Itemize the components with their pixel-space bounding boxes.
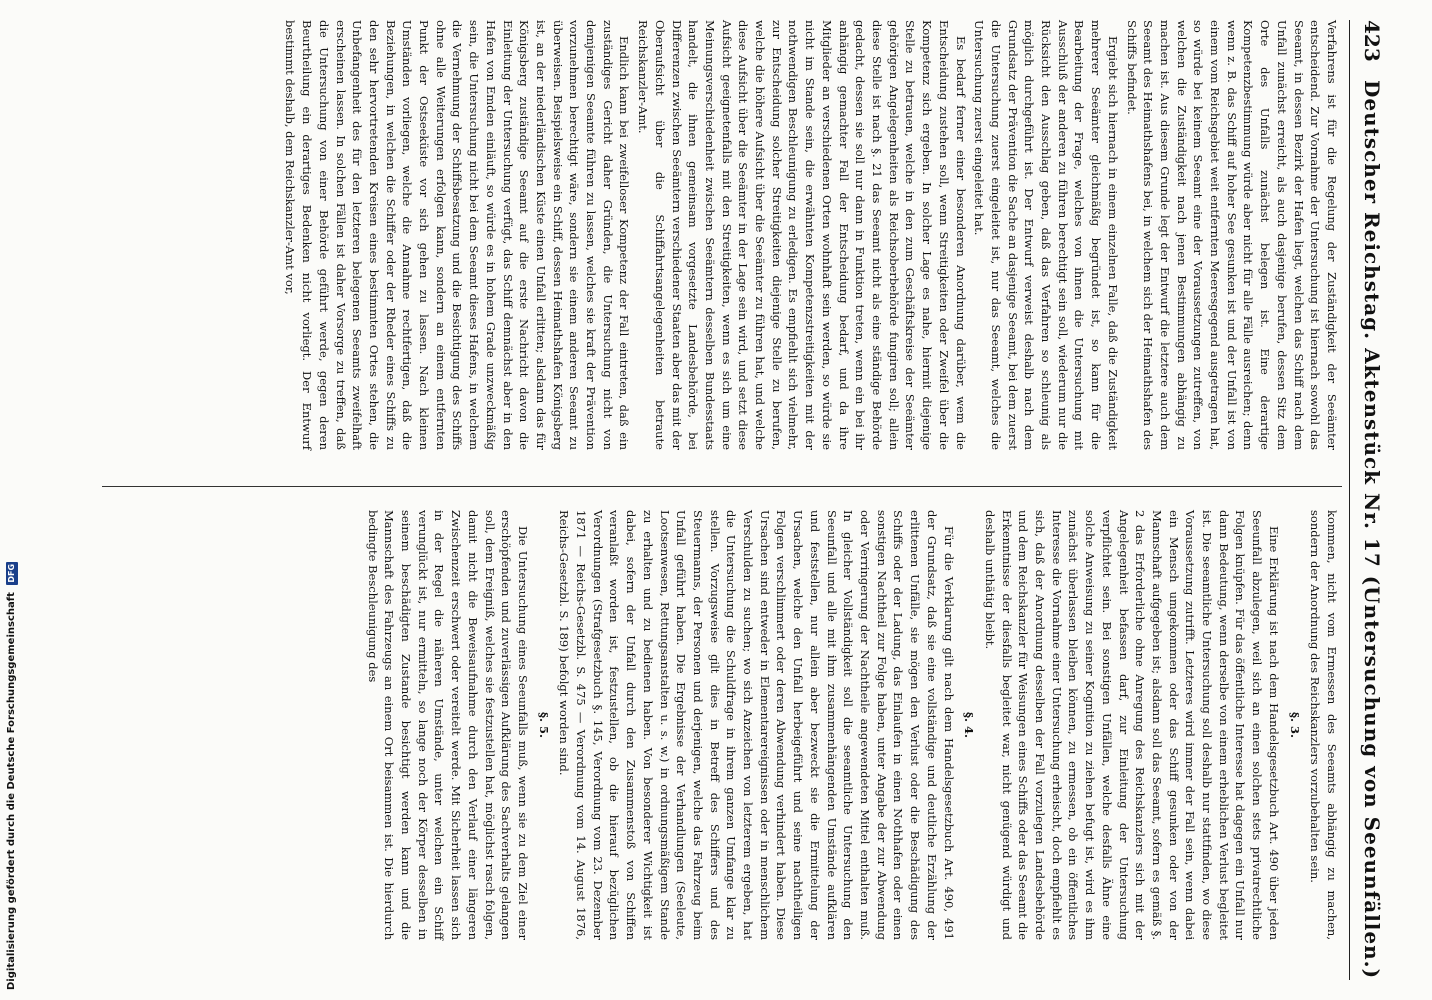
dfg-logo-icon: DFG: [7, 563, 16, 583]
paragraph: Es bedarf ferner einer besonderen Anordnung darüber, wem die Entscheidung zustehen soll, wenn Streitigkeiten oder Zweifel über die Kompetenz sich ergeben. In solcher Lage es nahe, hiermit diejenige Stelle zu betrauen, welche in den zum Geschäftskreise der Seeämter gehörigen Angelegenheiten als Reichsoberbehörde fungiren soll; allein diese Stelle ist nach §. 21 das Seeamt nicht als eine ständige Behörde gedacht, dessen sie soll nur dann in Funktion treten, wenn ein bei ihr anhängig gemachter Fall der Entscheidung bedarf, und da ihre Mitglieder an verschiedenen Orten wohnhaft sein werden, so würde sie nicht im Stande sein, die erwähnten Kompetenzstreitigkeiten mit der nothwendigen Beschleunigung zu erledigen. Es empfiehlt sich vielmehr, zur Entscheidung solcher Streitigkeiten diejenige Stelle zu berufen, welche die höhere Aufsicht über die Seeämter zu führen hat, und welche diese Aufsicht über die Seeämter in der Lage sein wird, und setzt diese Aufsicht geeignetenfalls mit den Streitigkeiten, wenn es sich um eine Meinungsverschiedenheit zwischen Seeämtern desselben Bundesstaats handelt, die ihnen gemeinsam vorgesetzte Landesbehörde, bei Differenzen zwischen Seeämtern verschiedener Staaten aber das mit der Oberaufsicht über die Schiffahrtsangelegenheiten betraute Reichskanzler-Amt.: [636, 20, 968, 450]
paragraph: kommen, nicht vom Ermessen des Seeamts abhängig zu machen, sondern der Anordnung des Reichskanzlers vorzubehalten sein.: [1308, 510, 1339, 940]
paragraph: Ergiebt sich hiernach in einem einzelnen Falle, daß die Zuständigkeit mehrerer Seeämter gleichmäßig begründet ist, so kann für die Bearbeitung der Frage, welches von ihnen die Untersuchung mit Ausschluß der anderen zu führen berechtigt sein soll, wiederum nur die Rücksicht den Ausschlag geben, daß das Verfahren so schleunig als möglich durchgeführt ist. Der Entwurf verweist deshalb nach dem Grundsatz der Prävention die Sache an dasjenige Seeamt, bei dem zuerst die Untersuchung zuerst eingeleitet ist, nur das Seeamt, welches die Untersuchung zuerst eingeleitet hat.: [972, 20, 1120, 450]
paragraph: Für die Verklarung gilt nach dem Handelsgesetzbuch Art. 490, 491 der Grundsatz, daß sie eine vollständige und deutliche Erzählung der erlittenen Unfälle, sie mögen den Verlust oder die Beschädigung des Schiffs oder der Ladung, das Einlaufen in einen Nothhafen oder einen sonstigen Nachtheil zur Folge haben, unter Angabe der zur Abwendung oder Verringerung der Nachtheile angewendeten Mittel enthalten muß. In gleicher Vollständigkeit soll die seeamtliche Untersuchung den Seeunfall und alle mit ihm zusammenhängenden Umstände aufklären und feststellen, nur allein aber bezweckt sie die Ermittelung der Ursachen, welche den Unfall herbeigeführt und seine nachtheiligen Folgen verschlimmert oder deren Abwendung verhindert haben. Diese Ursachen sind entweder in Elementarereignissen oder in menschlichem Verschulden zu suchen; wo sich Anzeichen von letzterem ergeben, hat die Untersuchung die Schuldfrage in ihrem ganzen Umfange klar zu stellen. Vorzugsweise gilt dies in Betreff des Schiffers und des Steuermanns, der Personen und derjenigen, welche das Fahrzeug beim Unfall geführt haben. Die Ergebnisse der Verhandlungen (Seeleute, Lootsenwesen, Rettungsanstalten u. s. w.) in ordnungsmäßigem Stande zu erhalten und zu bedienen haben. Von besonderer Wichtigkeit ist dabei, sofern der Unfall durch den Zusammenstoß von Schiffen veranlaßt worden ist, festzustellen, ob die hierauf bezüglichen Verordnungen (Strafgesetzbuch §. 145, Verordnung vom 23. Dezember 1871 — Reichs-Gesetzbl. S. 475 — Verordnung vom 14. August 1876, Reichs-Gesetzbl. S. 189) befolgt worden sind.: [557, 510, 956, 940]
running-title: Deutscher Reichstag. Aktenstück Nr. 17 (Untersuchung von Seeunfällen.): [1360, 80, 1384, 980]
page-header: [1349, 20, 1390, 980]
digitization-credit: Digitalisierung gefördert durch die Deutsche Forschungsgemeinschaft: [6, 592, 17, 990]
section-heading: §. 5.: [536, 711, 551, 739]
column-divider: [102, 486, 1342, 487]
column-right: [362, 510, 1340, 940]
rotated-page-content: [100, 20, 1390, 980]
paragraph: Verfahrens ist für die Regelung der Zuständigkeit der Seeämter entscheidend. Zur Vornahme der Untersuchung ist hiernach sowohl das Seeamt, in dessen Bezirk der Hafen liegt, welchen das Schiff nach dem Unfall zunächst erreicht, als auch dasjenige berufen, dessen Sitz dem Orte des Unfalls zunächst belegen ist. Eine derartige Kompetenzbestimmung würde aber nicht für alle Fälle ausreichen; denn wenn z. B. das Schiff auf hoher See gesunken ist und der Unfall ist von einem vom Reichsgebiet weit entfernten Meeresgegend ausgetragen hat, so würde bei keinem Seeamt eine der Voraussetzungen zutreffen, von welchen die Zuständigkeit nach jenen Bestimmungen abhängig zu machen ist. Aus diesem Grunde legt der Entwurf die letztere auch dem Seeamt des Heimathshafens bei, in welchem sich der Heimathshafen des Schiffs befindet.: [1124, 20, 1339, 450]
section-heading: §. 3.: [1287, 711, 1302, 739]
paragraph: Endlich kann bei zweifelloser Kompetenz der Fall eintreten, daß ein zuständiges Gericht daher Gründen, die Untersuchung nicht von demjenigen Seeamte führen zu lassen, welches sie kraft der Prävention vorzunehmen berechtigt wäre, sondern sie einem anderen Seeamt zu überweisen. Beispielsweise ein Schiff, dessen Heimathshafen Königsberg ist, an der niederländischen Küste einen Unfall erlitten; alsdann das für Königsberg zuständige Seeamt auf die erste Nachricht davon die Einleitung der Untersuchung verfügt, das Schiff demnächst aber in den Hafen von Emden einläuft, so würde es in hohem Grade unzweckmäßig sein, die Untersuchung nicht bei dem Seeamt dieses Hafens, in welchem die Vernehmung der Schiffsbesatzung und die Besichtigung des Schiffs ohne alle Weiterungen erfolgen kann, sondern an einem entfernten Punkt der Ostseeküste vor sich gehen zu lassen. Nach kleinen Umständen vorliegen, welche die Annahme rechtfertigen, daß die Beziehungen, in welchen die Schiffer oder der Rheder eines Schiffs zu den sehr hervortretenden Kreisen eines bestimmten Ortes stehen, die Unbefangenheit des für den letzteren belegenen Seeamts zweifelhaft erscheinen lassen. In solchen Fällen ist daher Vorsorge zu treffen, daß die Untersuchung von einer Behörde geführt werde, gegen deren Beurtheilung ein derartiges Bedenken nicht vorliegt. Der Entwurf bestimmt deshalb, dem Reichskanzler-Amt vor,: [283, 20, 632, 450]
paragraph: Eine Erklärung ist nach dem Handelsgesetzbuch Art. 490 über jeden Seeunfall abzulegen, weil sich an einen solchen stets privatrechtliche Folgen knüpfen. Für das öffentliche Interesse hat dagegen ein Unfall nur dann Bedeutung, wenn derselbe von einem erheblichen Verlust begleitet ist. Die seeamtliche Untersuchung soll deshalb nur stattfinden, wo diese Voraussetzung zutrifft. Letzteres wird immer der Fall sein, wenn dabei ein Mensch umgekommen oder das Schiff gesunken oder von der Mannschaft aufgegeben ist; alsdann soll das Seeamt, sofern es gemäß §. 2 das Erforderliche ohne Anregung des Reichskanzlers sich mit der Angelegenheit befassen darf, zur Einleitung der Untersuchung verpflichtet sein. Bei sonstigen Unfällen, welche desfalls Ähne eine solche Anweisung zu seiner Kognition zu ziehen befugt ist, wird es ihm zunächst überlassen bleiben können, zu ermessen, ob ein öffentliches Interesse die Vornahme einer Untersuchung erheischt, doch empfiehlt es sich, daß der Anordnung desselben der Fall vorzulegen Landesbehörde und dem Reichskanzler für Weisungen eines Schiffs oder das Seeamt die Erkenntnisse der diesfalls begleitet war, nicht genügend würdigt und deshalb unthätig bleibt.: [982, 510, 1281, 940]
digitization-footer: [6, 300, 20, 990]
paragraph: Die Untersuchung eines Seeunfalls muß, wenn sie zu dem Ziel einer erschöpfenden und zuverlässigen Aufklärung des Sachverhalts gelangen soll, dem Ereigniß, welches sie festzustellen hat, möglichst rasch folgen, damit nicht die Beweisaufnahme durch den Verlauf einer längeren Zwischenzeit erschwert oder vereitelt werde. Mit Sicherheit lassen sich in der Regel die näheren Umstände, unter welchen ein Schiff verunglückt ist, nur ermitteln, so lange noch der Körper desselben in seinem beschädigten Zustande besichtigt werden kann und die Mannschaft des Fahrzeugs an einem Ort beisammen ist. Die hierdurch bedingte Beschleunigung des: [365, 510, 530, 940]
page-number: 423: [1360, 20, 1384, 62]
column-left: [280, 20, 1340, 450]
section-heading: §. 4.: [962, 711, 977, 739]
